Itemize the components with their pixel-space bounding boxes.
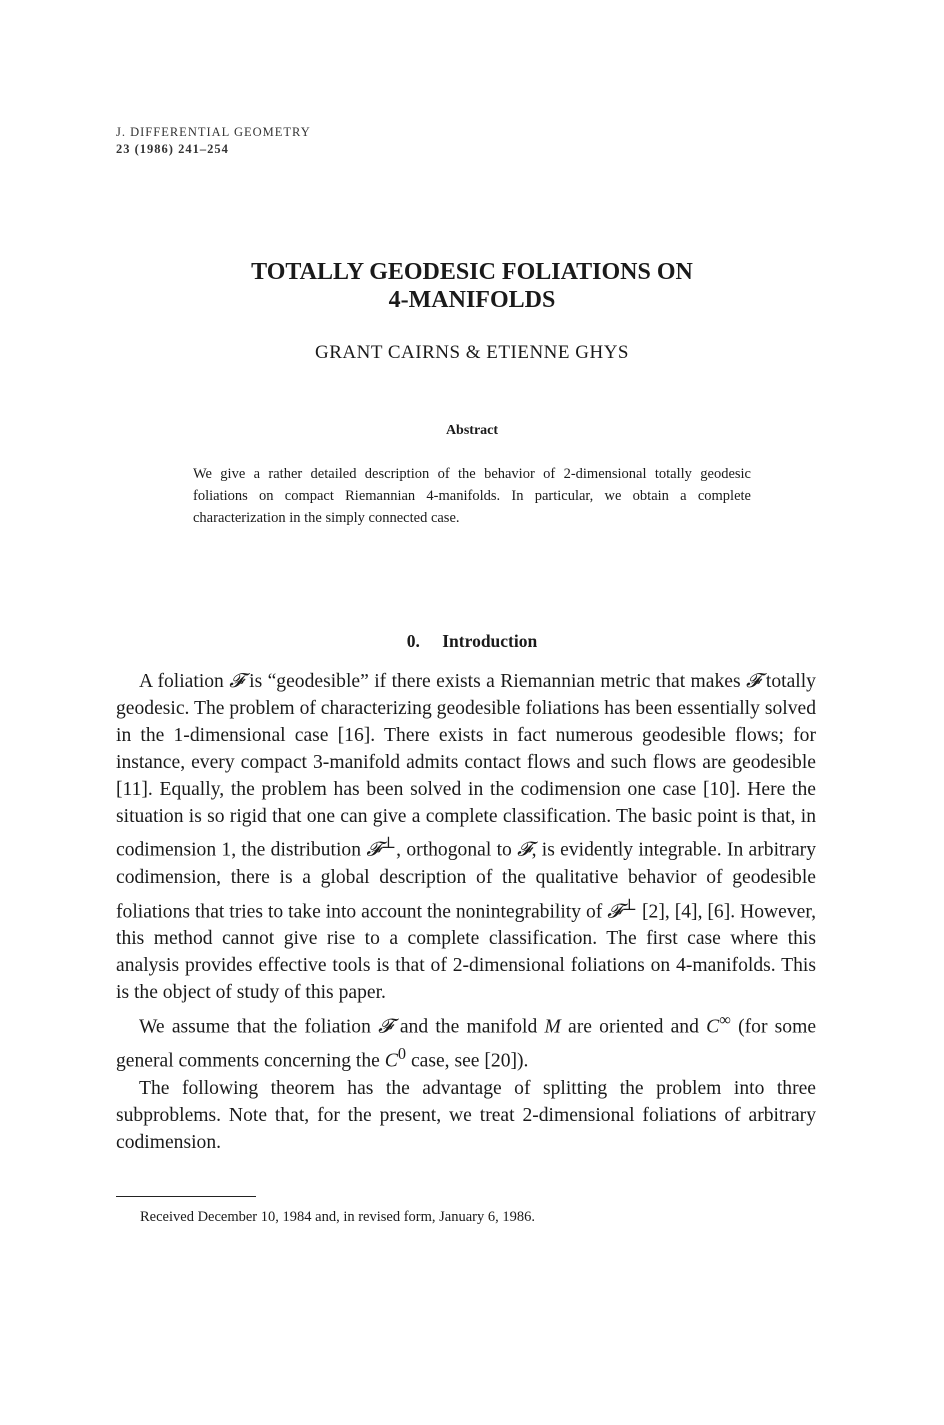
p1-text-a: A foliation: [139, 671, 224, 692]
p2-text-b: and the manifold: [399, 1016, 538, 1038]
title-line-2: 4-MANIFOLDS: [388, 287, 556, 313]
p1-text-e: , is evidently integrable. In arbitrary codimension, there is a global description of the qualitative behavior of geodesible foliations that tries to take into account the nonintegrability of: [116, 839, 816, 923]
footnote: Received December 10, 1984 and, in revised form, January 6, 1986.: [140, 1209, 536, 1225]
p2-text-c: are oriented and: [568, 1016, 699, 1038]
footnote-divider: [116, 1196, 256, 1197]
journal-volume: 23 (1986) 241–254: [116, 142, 229, 156]
journal-name: J. DIFFERENTIAL GEOMETRY: [116, 125, 311, 139]
perp-symbol: ⊥: [621, 894, 638, 914]
abstract-heading: Abstract: [445, 423, 499, 438]
p1-text-f: [2], [4], [6]. However, this method cannot give rise to a complete classification. The first case where this analysis provides effective tools is that of 2-dimensional foliations on 4-manifolds. This is the object of study of this paper.: [116, 901, 817, 1004]
c-zero-symbol: C: [384, 1050, 398, 1072]
foliation-symbol: 𝓕: [229, 669, 244, 692]
paragraph-2: [116, 1007, 816, 1076]
p1-text-b: is “geodesible” if there exists a Riemannian metric that makes: [249, 671, 741, 692]
section-title: Introduction: [442, 631, 538, 651]
c-infinity-symbol: C: [706, 1016, 720, 1038]
abstract-text: We give a rather detailed description of the behavior of 2-dimensional totally geodesic foliations on compact Riemannian 4-manifolds. In particular, we obtain a complete characterization in the simply connected case.: [193, 466, 751, 526]
section-number: 0.: [406, 631, 420, 651]
section-heading: [0, 631, 944, 652]
paragraph-3: The following theorem has the advantage of splitting the problem into three subproblems. Note that, for the present, we treat 2-dimensional foliations of arbitrary codimension.: [116, 1077, 816, 1153]
foliation-symbol: 𝓕: [517, 837, 532, 861]
body-text: [116, 668, 816, 1157]
zero-superscript: 0: [397, 1044, 407, 1064]
p2-text-e: case, see [20]).: [410, 1050, 529, 1072]
foliation-symbol: 𝓕: [378, 1014, 393, 1038]
journal-header: [116, 124, 311, 158]
paper-title: [0, 258, 944, 314]
foliation-symbol: 𝓕: [746, 669, 761, 692]
p2-text-a: We assume that the foliation: [139, 1016, 371, 1038]
infinity-superscript: ∞: [719, 1009, 731, 1029]
title-line-1: TOTALLY GEODESIC FOLIATIONS ON: [251, 259, 693, 285]
foliation-symbol: 𝓕: [607, 899, 622, 923]
p2-text-d: (for some general comments concerning the: [116, 1016, 817, 1072]
paragraph-1: [116, 668, 816, 1007]
perp-symbol: ⊥: [380, 833, 397, 853]
foliation-symbol: 𝓕: [366, 837, 381, 861]
authors: GRANT CAIRNS & ETIENNE GHYS: [315, 342, 629, 363]
p1-text-c: totally geodesic. The problem of characterizing geodesible foliations has been essentially solved in the 1-dimensional case [16]. There exists in fact numerous geodesible flows; for instance, every compact 3-manifold admits contact flows and such flows are geodesible [11]. Equally, the problem has been solved in the codimension one case [10]. Here the situation is so rigid that one can give a complete classification. The basic point is that, in codimension 1, the distribution: [116, 671, 816, 861]
manifold-symbol: M: [544, 1016, 561, 1038]
p1-text-d: , orthogonal to: [396, 839, 512, 861]
